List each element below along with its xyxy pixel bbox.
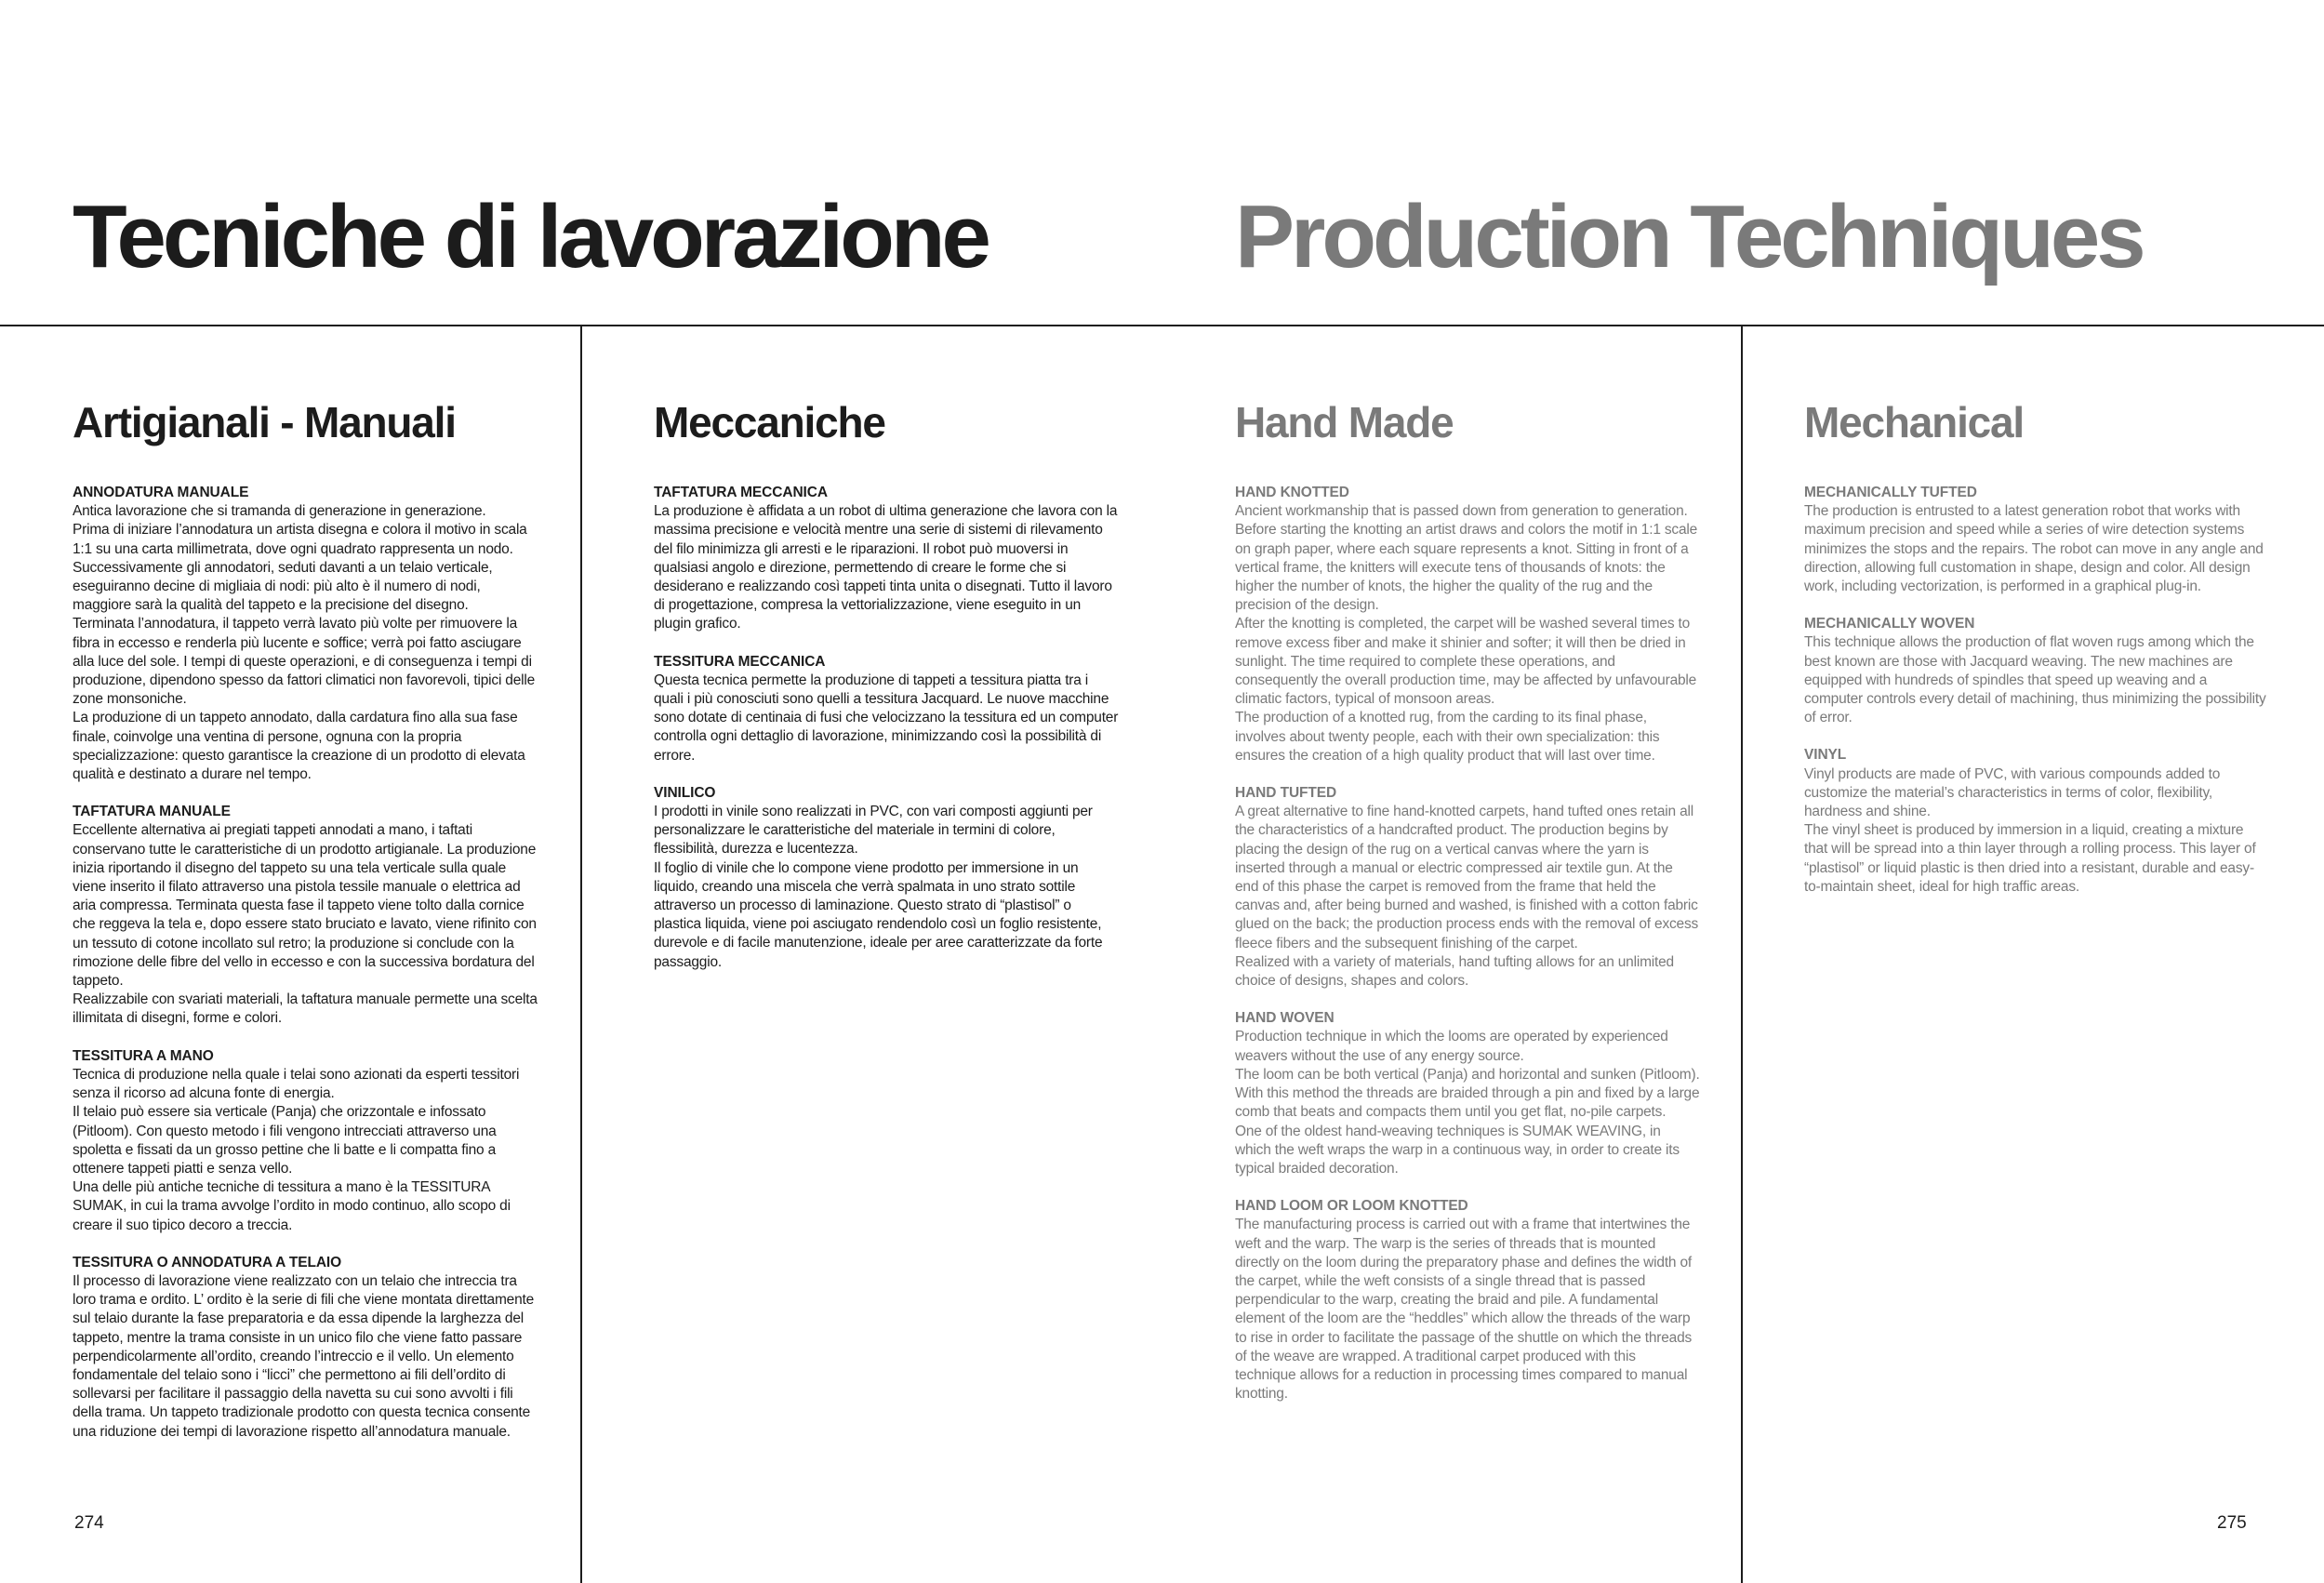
section-title: TAFTATURA MECCANICA xyxy=(654,485,828,500)
section-body: I prodotti in vinile sono realizzati in PVC, con vari composti aggiunti per personalizzare le caratteristiche del materiale in termini di colore, flessibilità, durezza e lucentezza. Il foglio di vinile che lo compone viene prodotto per immersione in un liquido, creando una miscela che verrà spalmata in uno strato sottile attraverso un processo di laminazione. Questo strato di “plastisol” o plastica liquida, viene poi asciugato rendendolo così un foglio resistente, durevole e di facile manutenzione, ideale per aree caratterizzate da forte passaggio. xyxy=(654,804,1103,970)
section-title: TESSITURA O ANNODATURA A TELAIO xyxy=(73,1254,342,1270)
column-heading: Meccaniche xyxy=(654,398,885,446)
section-hand-knotted xyxy=(1235,484,1700,765)
column-artigianali xyxy=(73,389,538,1460)
section-vinilico xyxy=(654,784,1119,972)
column-meccaniche xyxy=(654,389,1119,991)
header-divider xyxy=(0,325,2324,326)
section-title: HAND TUFTED xyxy=(1235,785,1337,802)
section-title: HAND WOVEN xyxy=(1235,1010,1335,1027)
section-mechanically-tufted xyxy=(1804,484,2269,596)
column-heading: Artigianali - Manuali xyxy=(73,398,456,446)
section-title: ANNODATURA MANUALE xyxy=(73,485,249,500)
section-tessitura-a-mano xyxy=(73,1047,538,1235)
section-title: TESSITURA MECCANICA xyxy=(654,653,826,670)
section-hand-tufted xyxy=(1235,784,1700,991)
section-hand-loom xyxy=(1235,1197,1700,1403)
section-body: Eccellente alternativa ai pregiati tappeti annodati a mano, i taftati conservano tutte le caratteristiche di un prodotto artigianale. La produzione inizia riportando il disegno del tappeto su una tela verticale sulla quale viene inserito il filato attraverso una pistola tessile manuale o elettrica ad aria compressa. Terminata questa fase il tappeto viene tolto dalla cornice che reggeva la tela e, dopo essere stato bruciato e lavato, viene rifinito con un tessuto di cotone incollato sul retro; la produzione si conclude con la rimozione delle fibre del vello in eccesso e con la successiva bordatura del tappeto. Realizzabile con svariati materiali, la taftatura manuale permette una scelta illimitata di disegni, forme e colori. xyxy=(73,822,538,1027)
section-tessitura-a-telaio xyxy=(73,1254,538,1442)
page-number-right: 275 xyxy=(2217,1513,2247,1533)
section-body: Antica lavorazione che si tramanda di generazione in generazione. Prima di iniziare l’annodatura un artista disegna e colora il motivo in scala 1:1 su una carta millimetrata, dove ogni quadrato rappresenta un nodo. Successivamente gli annodatori, seduti davanti a un telaio verticale, eseguiranno decine di migliaia di nodi: più alto è il numero di nodi, maggiore sarà la qualità del tappeto e la precisione del disegno. Terminata l’annodatura, il tappeto verrà lavato più volte per rimuovere la fibra in eccesso e renderla più lucente e soffice; verrà poi fatto asciugare alla luce del sole. I tempi di queste operazioni, e di conseguenza i tempi di produzione, dipendono spesso da fattori climatici non favorevoli, tipici delle zone monsoniche. La produzione di un tappeto annodato, dalla cardatura fino alla sua fase finale, coinvolge una ventina di persone, ognuna con la propria specializzazione: questo garantisce la creazione di un prodotto di elevata qualità e destinato a durare nel tempo. xyxy=(73,503,536,783)
section-body: The production is entrusted to a latest generation robot that works with maximum precision and speed while a series of wire detection systems minimizes the stops and the repairs. The robot can move in any angle and direction, allowing full customation in shape, design and color. All design work, including vectorization, is performed in a graphical plug-in. xyxy=(1804,503,2264,595)
section-body: La produzione è affidata a un robot di ultima generazione che lavora con la massima precisione e velocità mentre una serie di sistemi di rilevamento del filo minimizza gli arresti e le riparazioni. Il robot può muoversi in qualsiasi angolo e direzione, permettendo di creare le forme che si desiderano e realizzando così tappeti tinta unita o disegnati. Tutto il lavoro di progettazione, compresa la vettorializzazione, viene eseguito in un plugin grafico. xyxy=(654,503,1118,632)
section-title: VINILICO xyxy=(654,784,716,801)
section-body: Ancient workmanship that is passed down from generation to generation. Before starting the knotting an artist draws and colors the motif in 1:1 scale on graph paper, where each square represents a knot. Sitting in front of a vertical frame, the knitters will execute tens of thousands of knots: the higher the number of knots, the higher the quality of the rug and the precision of the design. After the knotting is completed, the carpet will be washed several times to remove excess fiber and make it shinier and softer; it will then be dried in sunlight. The time required to complete these operations, and consequently the overall production time, may be affected by unfavourable climatic factors, typical of monsoon areas. The production of a knotted rug, from the carding to its final phase, involves about twenty people, each with their own specialization: this ensures the creation of a high quality product that will last over time. xyxy=(1235,503,1698,764)
section-body: A great alternative to fine hand-knotted carpets, hand tufted ones retain all the characteristics of a handcrafted product. The production begins by placing the design of the rug on a vertical canvas where the yarn is inserted through a manual or electric compressed air textile gun. At the end of this phase the carpet is removed from the frame that held the canvas and, after being burned and washed, is finished with a cotton fabric glued on the back; the production process ends with the removal of excess fleece fibers and the subsequent finishing of the carpet. Realized with a variety of materials, hand tufting allows for an unlimited choice of designs, shapes and colors. xyxy=(1235,804,1699,990)
section-body: Il processo di lavorazione viene realizzato con un telaio che intreccia tra loro trama e ordito. L’ ordito è la serie di fili che viene montata direttamente sul telaio durante la fase preparatoria e da essa dipende la larghezza del tappeto, mentre la trama consiste in un unico filo che viene fatto passare perpendicolarmente all’ordito, creando l’intreccio e il vello. Un elemento fondamentale del telaio sono i “licci” che permettono ai fili dell’ordito di sollevarsi per facilitare il passaggio della navetta su cui sono avvolti i fili della trama. Un tappeto tradizionale prodotto con questa tecnica consente una riduzione dei tempi di lavorazione rispetto all’annodatura manuale. xyxy=(73,1272,535,1440)
section-title: VINYL xyxy=(1804,747,1847,764)
section-mechanically-woven xyxy=(1804,615,2269,727)
column-mechanical xyxy=(1804,389,2269,915)
page-number-left: 274 xyxy=(74,1513,104,1533)
column-divider-left xyxy=(580,326,582,1583)
column-divider-right xyxy=(1741,326,1743,1583)
column-hand-made xyxy=(1235,389,1700,1422)
section-body: Questa tecnica permette la produzione di tappeti a tessitura piatta tra i quali i più conosciuti sono quelli a tessitura Jacquard. Le nuove macchine sono dotate di centinaia di fusi che velocizzano la tessitura ed un computer controlla ogni dettaglio di lavorazione, minimizzando così la possibilità di errore. xyxy=(654,672,1119,764)
page-title-english: Production Techniques xyxy=(1235,187,2143,286)
section-title: MECHANICALLY WOVEN xyxy=(1804,616,1975,632)
section-annodatura-manuale xyxy=(73,484,538,784)
page-title-italian: Tecniche di lavorazione xyxy=(73,187,988,286)
section-taftatura-meccanica xyxy=(654,484,1119,634)
section-hand-woven xyxy=(1235,1009,1700,1178)
section-title: TESSITURA A MANO xyxy=(73,1047,214,1064)
section-title: MECHANICALLY TUFTED xyxy=(1804,485,1977,500)
section-tessitura-meccanica xyxy=(654,653,1119,765)
section-vinyl xyxy=(1804,746,2269,897)
section-body: This technique allows the production of flat woven rugs among which the best known are those with Jacquard weaving. The new machines are equipped with hundreds of spindles that speed up weaving and a computer controls every detail of machining, thus minimizing the possibility of error. xyxy=(1804,634,2266,726)
section-body: Production technique in which the looms are operated by experienced weavers without the use of any energy source. The loom can be both vertical (Panja) and horizontal and sunken (Pitloom). With this method the threads are braided through a pin and fixed by a large comb that beats and compacts them until you get flat, no-pile carpets. One of the oldest hand-weaving techniques is SUMAK WEAVING, in which the weft wraps the warp in a continuous way, in order to create its typical braided decoration. xyxy=(1235,1029,1700,1177)
column-heading: Hand Made xyxy=(1235,398,1454,446)
section-body: The manufacturing process is carried out with a frame that intertwines the weft and the warp. The warp is the series of threads that is mounted directly on the loom during the preparatory phase and defines the width of the carpet, while the weft consists of a single thread that is passed perpendicular to the warp, creating the braid and pile. A fundamental element of the loom are the “heddles” which allow the threads of the warp to rise in order to facilitate the passage of the shuttle on which the threads of the weave are wrapped. A traditional carpet produced with this technique allows for a reduction in processing times compared to manual knotting. xyxy=(1235,1217,1693,1403)
section-body: Tecnica di produzione nella quale i telai sono azionati da esperti tessitori senza il ricorso ad alcuna fonte di energia. Il telaio può essere sia verticale (Panja) che orizzontale e infossato (Pitloom). Con questo metodo i fili vengono intrecciati attraverso una spoletta e fissati da un grosso pettine che li batte e li compatta fino a ottenere tappeti piatti e senza vello. Una delle più antiche tecniche di tessitura a mano è la TESSITURA SUMAK, in cui la trama avvolge l’ordito in modo continuo, allo scopo di creare il suo tipico decoro a treccia. xyxy=(73,1066,520,1233)
section-taftatura-manuale xyxy=(73,803,538,1028)
column-heading: Mechanical xyxy=(1804,398,2024,446)
section-title: HAND KNOTTED xyxy=(1235,485,1349,500)
section-body: Vinyl products are made of PVC, with various compounds added to customize the material’s characteristics in terms of color, flexibility, hardness and shine. The vinyl sheet is produced by immersion in a liquid, creating a mixture that will be spread into a thin layer through a rolling process. This layer of “plastisol” or liquid plastic is then dried into a resistant, durable and easy-to-maintain sheet, ideal for high traffic areas. xyxy=(1804,765,2256,895)
section-title: TAFTATURA MANUALE xyxy=(73,804,231,820)
section-title: HAND LOOM OR LOOM KNOTTED xyxy=(1235,1198,1468,1215)
